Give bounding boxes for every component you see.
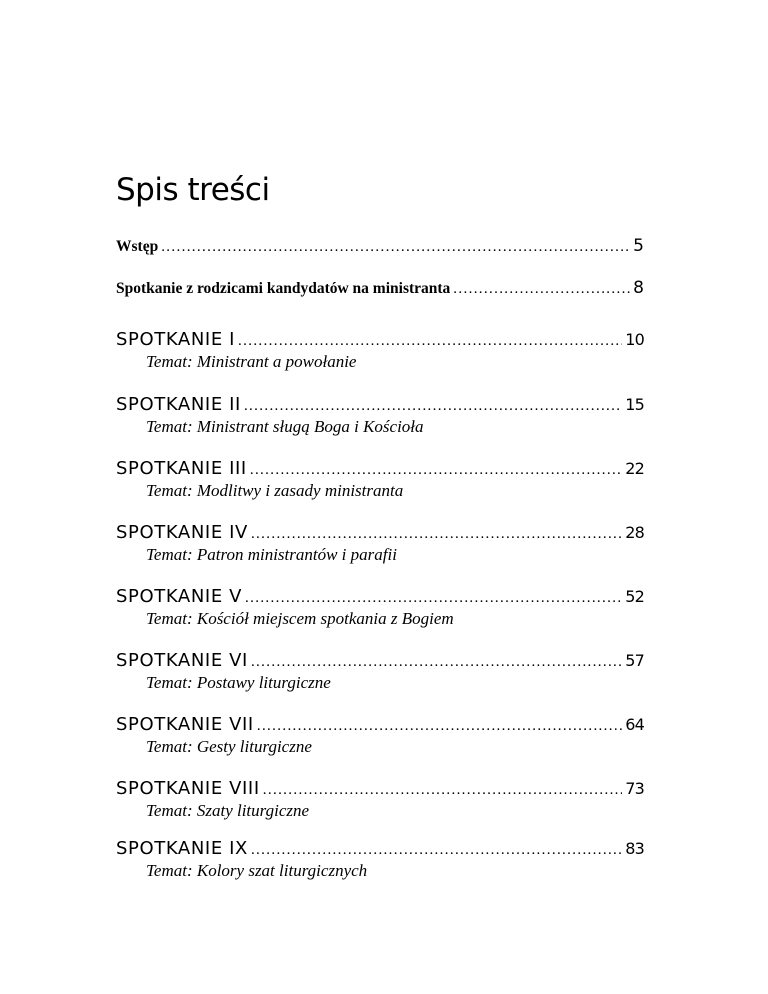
toc-entry-chapter-8[interactable]	[116, 778, 644, 799]
dot-leader	[251, 654, 622, 671]
toc-page-number: 83	[625, 839, 644, 858]
chapter-title: SPOTKANIE IV	[116, 522, 248, 543]
toc-entry-chapter-4[interactable]	[116, 522, 644, 543]
dot-leader	[257, 718, 622, 735]
toc-entry-label: Spotkanie z rodzicami kandydatów na ministranta	[116, 280, 451, 297]
toc-entry-parents-meeting[interactable]	[116, 278, 644, 298]
toc-page-number: 64	[625, 715, 644, 734]
chapter-subtitle: Temat: Gesty liturgiczne	[146, 737, 312, 756]
dot-leader	[251, 842, 622, 859]
toc-page-number: 73	[625, 779, 644, 798]
dot-leader	[250, 462, 622, 479]
toc-entry-chapter-3[interactable]	[116, 458, 644, 479]
chapter-title: SPOTKANIE I	[116, 329, 236, 350]
chapter-title: SPOTKANIE IX	[116, 838, 248, 859]
dot-leader	[453, 281, 630, 298]
chapter-subtitle: Temat: Kolory szat liturgicznych	[146, 861, 368, 880]
dot-leader	[244, 398, 622, 415]
chapter-subtitle: Temat: Postawy liturgiczne	[146, 673, 331, 692]
toc-page-number: 28	[625, 523, 644, 542]
dot-leader	[161, 239, 630, 256]
chapter-subtitle: Temat: Ministrant sługą Boga i Kościoła	[146, 417, 424, 436]
chapter-title: SPOTKANIE VI	[116, 650, 248, 671]
toc-page-number: 52	[625, 587, 644, 606]
dot-leader	[263, 782, 622, 799]
toc-page-number: 10	[625, 330, 644, 349]
dot-leader	[238, 333, 622, 350]
chapter-title: SPOTKANIE VII	[116, 714, 254, 735]
chapter-title: SPOTKANIE III	[116, 458, 247, 479]
chapter-subtitle: Temat: Ministrant a powołanie	[146, 352, 357, 371]
toc-page-number: 22	[625, 459, 644, 478]
dot-leader	[245, 590, 622, 607]
chapter-subtitle: Temat: Patron ministrantów i parafii	[146, 545, 397, 564]
toc-page-number: 15	[625, 395, 644, 414]
toc-entry-wstep[interactable]	[116, 236, 644, 256]
chapter-title: SPOTKANIE V	[116, 586, 243, 607]
chapter-title: SPOTKANIE VIII	[116, 778, 260, 799]
toc-entry-chapter-5[interactable]	[116, 586, 644, 607]
chapter-subtitle: Temat: Szaty liturgiczne	[146, 801, 310, 820]
page-title: Spis treści	[116, 172, 270, 208]
toc-entry-chapter-1[interactable]	[116, 329, 644, 350]
toc-entry-chapter-9[interactable]	[116, 838, 644, 859]
toc-page-number: 5	[633, 236, 644, 256]
toc-page-number: 57	[625, 651, 644, 670]
chapter-title: SPOTKANIE II	[116, 394, 241, 415]
toc-entry-chapter-6[interactable]	[116, 650, 644, 671]
chapter-subtitle: Temat: Kościół miejscem spotkania z Bogiem	[146, 609, 454, 628]
toc-page-number: 8	[633, 278, 644, 298]
toc-entry-label: Wstęp	[116, 238, 159, 255]
toc-entry-chapter-2[interactable]	[116, 394, 644, 415]
toc-entry-chapter-7[interactable]	[116, 714, 644, 735]
chapter-subtitle: Temat: Modlitwy i zasady ministranta	[146, 481, 404, 500]
dot-leader	[251, 526, 622, 543]
